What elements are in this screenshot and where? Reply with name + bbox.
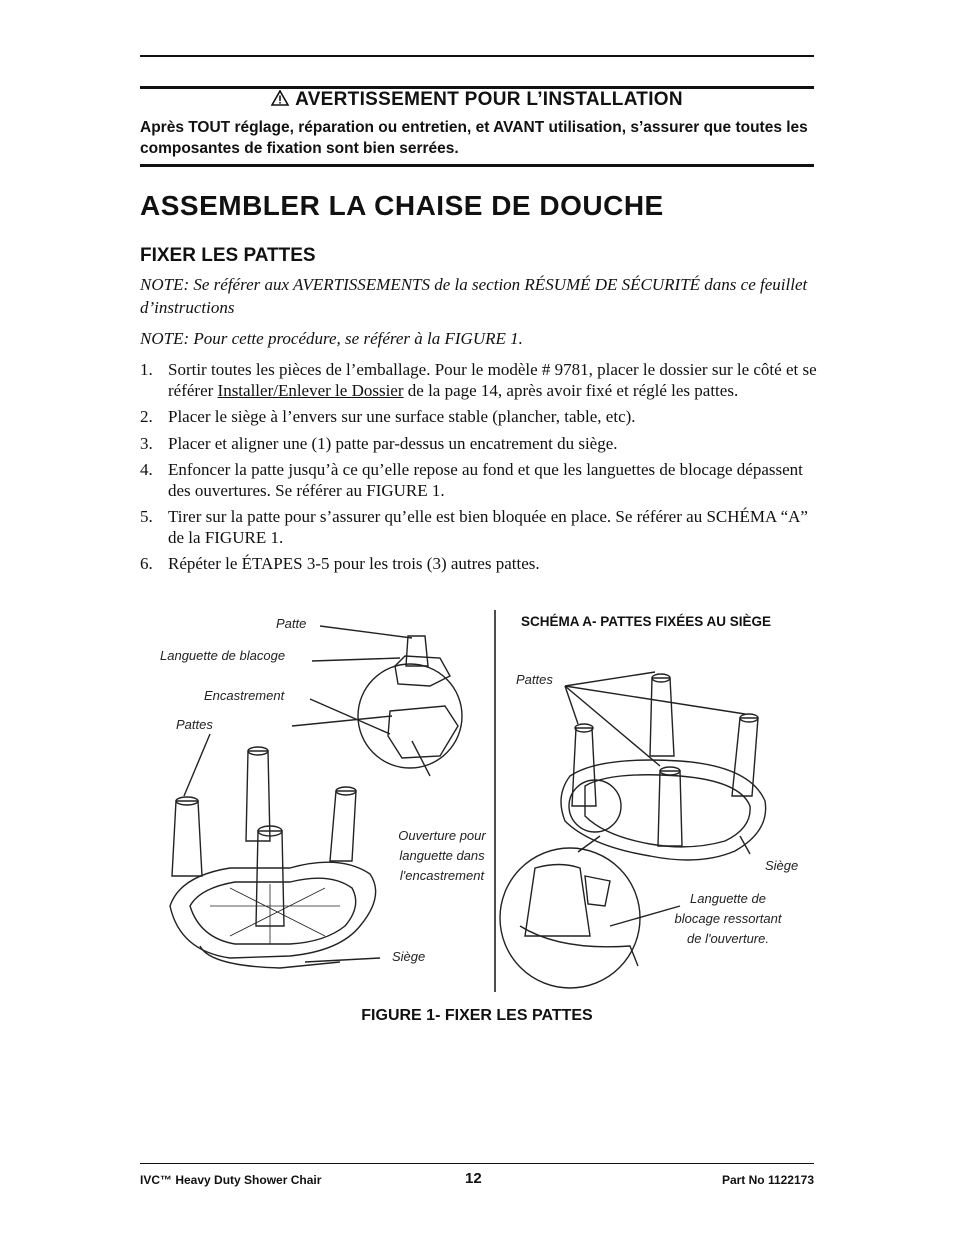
label-pattes-left: Pattes xyxy=(176,717,213,732)
footer-part-number: Part No 1122173 xyxy=(721,1173,814,1187)
steps-list xyxy=(140,360,820,581)
top-rule xyxy=(140,55,814,57)
list-item: 6. Répéter le ÉTAPES 3-5 pour les trois (3) autres pattes. xyxy=(140,554,540,573)
list-item: 1. Sortir toutes les pièces de l’emballage. Pour le modèle # 9781, placer le dossier sur le côté et se référer Installer/Enlever le Dossier de la page 14, après avoir fixé et réglé les pattes. xyxy=(140,360,817,400)
warning-body: Après TOUT réglage, réparation ou entretien, et AVANT utilisation, s’assurer que toutes les composantes de fixation sont bien serrées. xyxy=(140,119,808,157)
label-pattes-right: Pattes xyxy=(516,672,553,687)
list-item: 3. Placer et aligner une (1) patte par-dessus un encatrement du siège. xyxy=(140,433,618,453)
footer-product-name: IVC™ Heavy Duty Shower Chair xyxy=(140,1173,322,1187)
label-ouverture: Ouverture pour languette dans l'encastrement xyxy=(398,828,486,883)
schema-a-title: SCHÉMA A- PATTES FIXÉES AU SIÈGE xyxy=(520,614,772,629)
label-languette-ressortant: Languette de blocage ressortant de l'ouverture. xyxy=(674,891,782,946)
warning-bottom-rule xyxy=(140,164,814,167)
label-siege-right: Siège xyxy=(765,858,799,873)
list-item: 5. Tirer sur la patte pour s’assurer qu’elle est bien bloquée en place. Se référer au SCHÉMA “A” de la FIGURE 1. xyxy=(140,507,808,547)
page-title: ASSEMBLER LA CHAISE DE DOUCHE xyxy=(140,190,664,221)
link-installer-dossier[interactable]: Installer/Enlever le Dossier xyxy=(217,380,404,400)
label-encastrement: Encastrement xyxy=(204,688,285,703)
list-item: 2. Placer le siège à l’envers sur une surface stable (plancher, table, etc). xyxy=(140,407,636,426)
list-item: 4. Enfoncer la patte jusqu’à ce qu’elle repose au fond et que les languettes de blocage dépassent des ouvertures. Se référer au FIGURE 1. xyxy=(140,460,803,500)
section-title: FIXER LES PATTES xyxy=(140,245,316,266)
label-siege-left: Siège xyxy=(392,949,426,964)
warning-title xyxy=(140,89,814,111)
figure-caption: FIGURE 1- FIXER LES PATTES xyxy=(361,1007,593,1024)
label-patte: Patte xyxy=(276,616,307,631)
note-safety: NOTE: Se référer aux AVERTISSEMENTS de la section RÉSUMÉ DE SÉCURITÉ dans ce feuillet d’instructions xyxy=(140,275,808,317)
label-languette-blacoge: Languette de blacoge xyxy=(160,648,286,663)
note-figure: NOTE: Pour cette procédure, se référer à la FIGURE 1. xyxy=(140,329,523,348)
footer-rule xyxy=(140,1163,814,1164)
warning-triangle-icon xyxy=(271,90,289,106)
warning-title-text: AVERTISSEMENT POUR L’INSTALLATION xyxy=(295,89,683,110)
footer-page-number: 12 xyxy=(465,1170,482,1187)
